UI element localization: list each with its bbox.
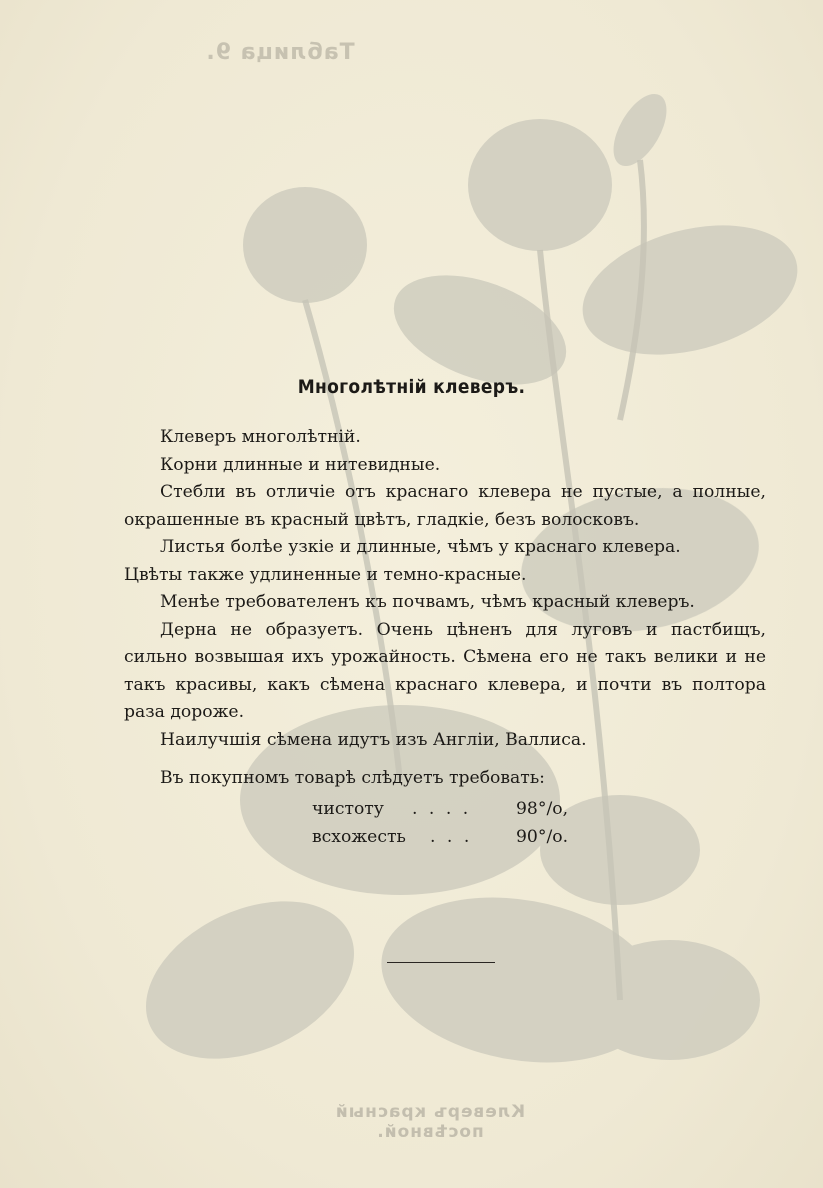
section-divider: [387, 962, 495, 963]
page-title: Многолѣтній клеверъ.: [297, 376, 526, 398]
paragraph-8: Наилучшія сѣмена идутъ изъ Англіи, Валлиса.: [160, 729, 587, 750]
requirement-value: 90°/о.: [516, 826, 569, 847]
requirement-name: чистоту: [312, 799, 384, 819]
paragraph-5: Цвѣты также удлиненные и темно-красные.: [124, 564, 527, 585]
requirement-row: [312, 824, 606, 852]
body-text: [124, 424, 766, 793]
paragraph-3: Стебли въ отличіе отъ краснаго клевера не пустые, а полные, окрашенные въ красный цвѣтъ, гладкіе, безъ волосковъ.: [124, 482, 766, 530]
paragraph-9: Въ покупномъ товарѣ слѣдуетъ требовать:: [160, 768, 545, 788]
requirements-list: [312, 796, 606, 851]
paragraph-7: Дерна не образуетъ. Очень цѣненъ для луговъ и пастбищъ, сильно возвышая ихъ урожайность. Сѣмена его не такъ велики и не такъ красивы, какъ сѣмена краснаго клевера, и почти въ полтора раза дороже.: [124, 619, 766, 722]
paragraph-2: Корни длинные и нитевидные.: [160, 454, 441, 475]
requirement-value: 98°/о,: [516, 799, 569, 819]
requirement-name: всхожесть: [312, 826, 406, 847]
paragraph-4: Листья болѣе узкіе и длинные, чѣмъ у краснаго клевера.: [160, 537, 681, 557]
leader-dots: . . . .: [412, 799, 472, 819]
bleed-through-header: Таблица 9.: [205, 40, 355, 65]
paragraph-gap: [124, 754, 766, 765]
paragraph-6: Менѣе требователенъ къ почвамъ, чѣмъ красный клеверъ.: [160, 592, 695, 612]
requirement-row: [312, 796, 606, 824]
leader-dots: . . .: [430, 826, 473, 847]
paragraph-1: Клеверъ многолѣтній.: [160, 427, 361, 447]
bleed-through-footer: Клеверъ красный посѣвной.: [334, 1102, 526, 1142]
